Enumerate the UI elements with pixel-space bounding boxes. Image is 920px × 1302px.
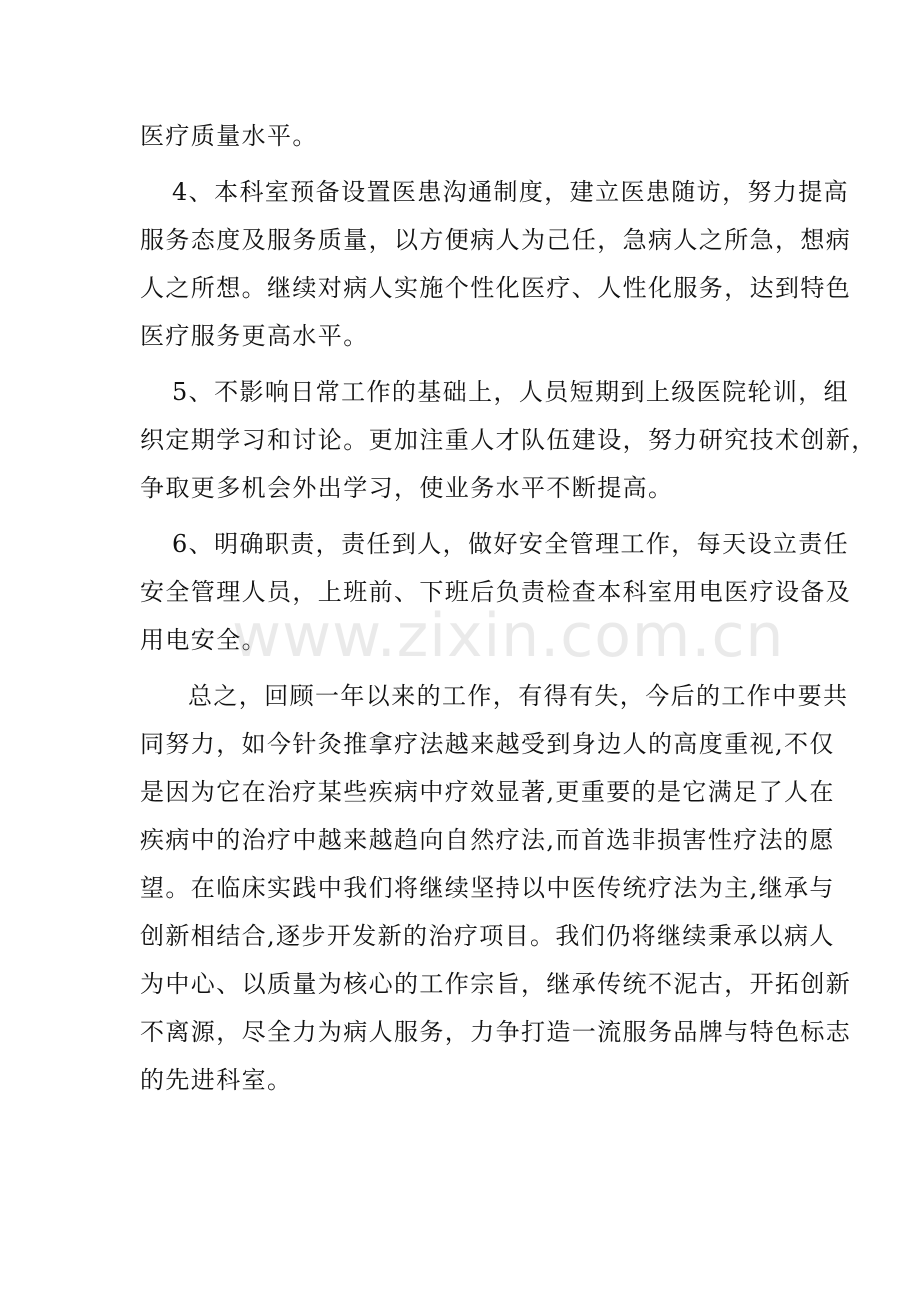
text-line: 医疗质量水平。 [140, 122, 318, 150]
text-line: 医疗服务更高水平。 [140, 322, 369, 350]
text-line: 是因为它在治疗某些疾病中疗效显著,更重要的是它满足了人在 [140, 778, 835, 806]
text-line: 织定期学习和讨论。更加注重人才队伍建设，努力研究技术创新， [140, 426, 877, 454]
text-line: 5、不影响日常工作的基础上，人员短期到上级医院轮训，组 [172, 378, 850, 406]
text-line: 的先进科室。 [140, 1066, 293, 1094]
text-line: 6、明确职责，责任到人，做好安全管理工作，每天设立责任 [172, 530, 850, 558]
text-line: 4、本科室预备设置医患沟通制度，建立医患随访，努力提高 [172, 178, 850, 206]
text-line: 望。在临床实践中我们将继续坚持以中医传统疗法为主,继承与 [140, 874, 835, 902]
text-line: 总之，回顾一年以来的工作，有得有失，今后的工作中要共 [188, 682, 849, 710]
text-line: 用电安全。 [140, 626, 267, 654]
text-line: 服务态度及服务质量，以方便病人为己任，急病人之所急，想病 [140, 226, 852, 254]
text-line: 争取更多机会外出学习，使业务水平不断提高。 [140, 474, 674, 502]
document-body [140, 112, 877, 1104]
text-line: 创新相结合,逐步开发新的治疗项目。我们仍将继续秉承以病人 [140, 922, 835, 950]
text-line: 人之所想。继续对病人实施个性化医疗、人性化服务，达到特色 [140, 274, 852, 302]
watermark: www.zixin.com.cn [232, 601, 785, 671]
text-line: 为中心、以质量为核心的工作宗旨，继承传统不泥古，开拓创新 [140, 970, 852, 998]
text-line: 不离源，尽全力为病人服务，力争打造一流服务品牌与特色标志 [140, 1018, 852, 1046]
text-line: 疾病中的治疗中越来越趋向自然疗法,而首选非损害性疗法的愿 [140, 826, 835, 854]
text-line: 安全管理人员，上班前、下班后负责检查本科室用电医疗设备及 [140, 578, 852, 606]
text-line: 同努力，如今针灸推拿疗法越来越受到身边人的高度重视,不仅 [140, 730, 835, 758]
